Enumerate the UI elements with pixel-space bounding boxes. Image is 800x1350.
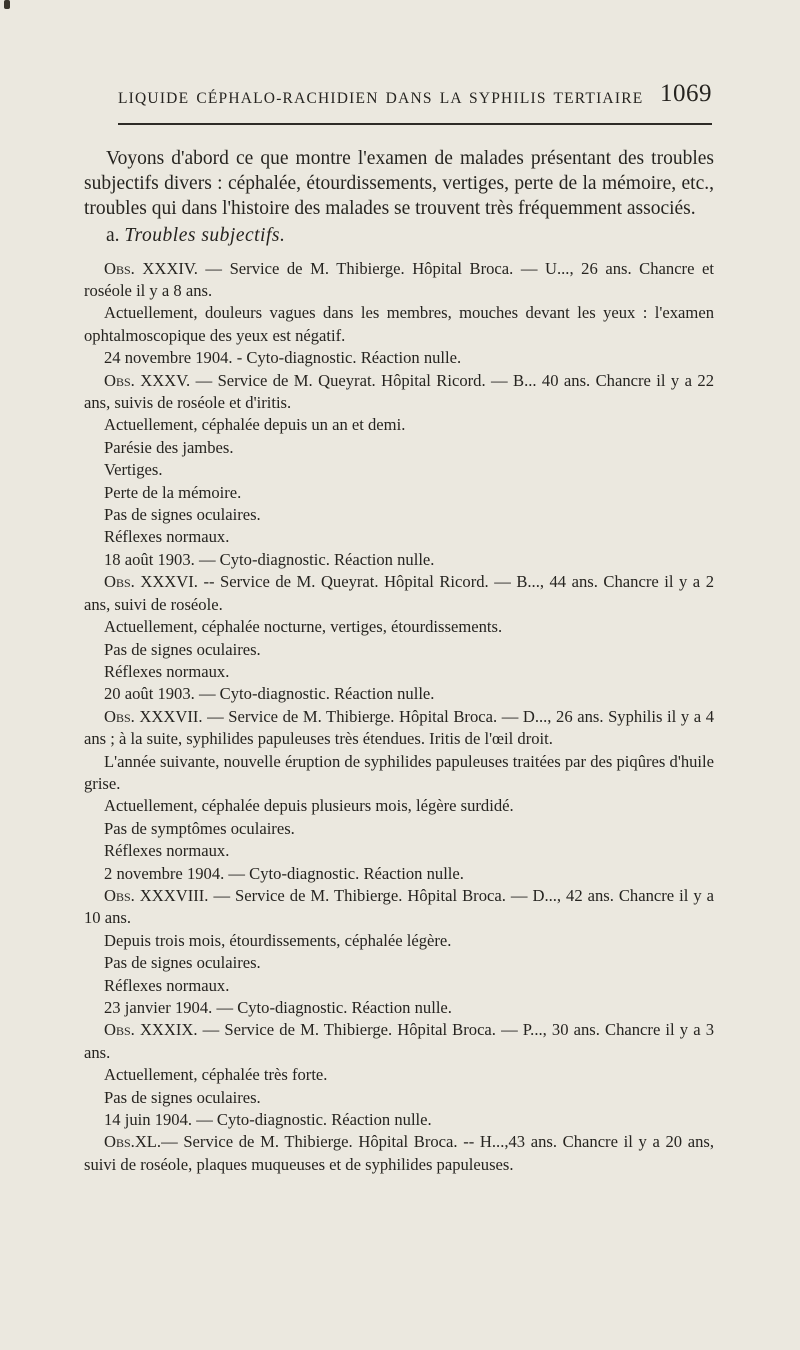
obs-line — [84, 258, 714, 303]
text-line: Depuis trois mois, étourdissements, céphalée légère. — [104, 930, 452, 950]
text-line: Actuellement, céphalée très forte. — [104, 1065, 328, 1085]
text-line: Pas de signes oculaires. — [104, 505, 261, 525]
text-line: Réflexes normaux. — [104, 975, 230, 995]
text-line: Réflexes normaux. — [104, 527, 230, 547]
text-line: 14 juin 1904. — Cyto-diagnostic. Réaction nulle. — [104, 1110, 432, 1130]
text-line: Vertiges. — [104, 460, 163, 480]
obs-label: Obs. — [104, 572, 135, 592]
text-line: 20 août 1903. — Cyto-diagnostic. Réaction nulle. — [104, 684, 435, 704]
obs-label: Obs. — [104, 1020, 135, 1040]
obs-label: Obs. — [104, 258, 135, 278]
obs-label: Obs. — [104, 1132, 135, 1152]
text-line: Actuellement, douleurs vagues dans les membres, mouches devant les yeux : l'examen ophtalmoscopique des yeux est négatif. — [84, 303, 714, 345]
obs-text: XXXIV. — Service de M. Thibierge. Hôpital Broca. — U..., 26 ans. Chancre et roséole il y a 8 ans. — [84, 258, 714, 301]
observations — [84, 258, 714, 1177]
text-line: Réflexes normaux. — [104, 661, 230, 681]
text-line: Parésie des jambes. — [104, 437, 234, 457]
obs-label: Obs. — [104, 706, 135, 726]
obs-label: Obs. — [104, 370, 135, 390]
obs-text: XXXVII. — Service de M. Thibierge. Hôpital Broca. — D..., 26 ans. Syphilis il y a 4 ans ; à la suite, syphilides papuleuses très étendues. Iritis de l'œil droit. — [84, 706, 714, 749]
text-line: Pas de symptômes oculaires. — [104, 818, 295, 838]
section-letter: a. — [106, 224, 120, 246]
text-line: Réflexes normaux. — [104, 841, 230, 861]
text-line: 24 novembre 1904. - Cyto-diagnostic. Réaction nulle. — [104, 348, 462, 368]
text-line: Actuellement, céphalée nocturne, vertiges, étourdissements. — [104, 617, 503, 637]
text-line: Perte de la mémoire. — [104, 482, 242, 502]
obs-line — [84, 706, 714, 751]
obs-label: Obs. — [104, 885, 135, 905]
text-line: Pas de signes oculaires. — [104, 639, 261, 659]
section-heading — [84, 222, 714, 249]
text-line: L'année suivante, nouvelle éruption de syphilides papuleuses traitées par des piqûres d'huile grise. — [84, 751, 714, 793]
obs-text: XXXV. — Service de M. Queyrat. Hôpital Ricord. — B... 40 ans. Chancre il y a 22 ans, suivis de roséole et d'iritis. — [84, 370, 714, 413]
obs-line — [84, 1019, 714, 1064]
obs-text: XXXVIII. — Service de M. Thibierge. Hôpital Broca. — D..., 42 ans. Chancre il y a 10 ans. — [84, 885, 714, 928]
obs-line — [84, 571, 714, 616]
corner-mark — [4, 0, 10, 9]
obs-text: XL.— Service de M. Thibierge. Hôpital Broca. -- H...,43 ans. Chancre il y a 20 ans, suivi de roséole, plaques muqueuses et de syphilides papuleuses. — [84, 1132, 714, 1174]
obs-text: XXXIX. — Service de M. Thibierge. Hôpital Broca. — P..., 30 ans. Chancre il y a 3 ans. — [84, 1020, 714, 1062]
section-title: Troubles subjectifs. — [124, 224, 286, 246]
page-number: 1069 — [660, 80, 712, 107]
running-title: LIQUIDE CÉPHALO-RACHIDIEN DANS LA SYPHILIS TERTIAIRE — [118, 90, 644, 107]
page-header — [118, 80, 712, 118]
text-line: Actuellement, céphalée depuis plusieurs mois, légère surdidé. — [104, 796, 514, 816]
text-line: Pas de signes oculaires. — [104, 1087, 261, 1107]
obs-line — [84, 370, 714, 415]
text-line: Actuellement, céphalée depuis un an et demi. — [104, 415, 406, 435]
intro-paragraph: Voyons d'abord ce que montre l'examen de malades présentant des troubles subjectifs divers : céphalée, étourdissements, vertiges, perte de la mémoire, etc., troubles qui dans l'histoire des malades se trouvent très fréquemment associés. — [84, 148, 714, 220]
page-body — [84, 146, 714, 1176]
text-line: 2 novembre 1904. — Cyto-diagnostic. Réaction nulle. — [104, 863, 464, 883]
obs-line — [84, 1131, 714, 1176]
header-rule — [118, 123, 712, 125]
obs-text: XXXVI. -- Service de M. Queyrat. Hôpital Ricord. — B..., 44 ans. Chancre il y a 2 ans, suivi de roséole. — [84, 572, 714, 614]
obs-line — [84, 885, 714, 930]
text-line: 18 août 1903. — Cyto-diagnostic. Réaction nulle. — [104, 549, 435, 569]
text-line: Pas de signes oculaires. — [104, 953, 261, 973]
text-line: 23 janvier 1904. — Cyto-diagnostic. Réaction nulle. — [104, 998, 452, 1018]
